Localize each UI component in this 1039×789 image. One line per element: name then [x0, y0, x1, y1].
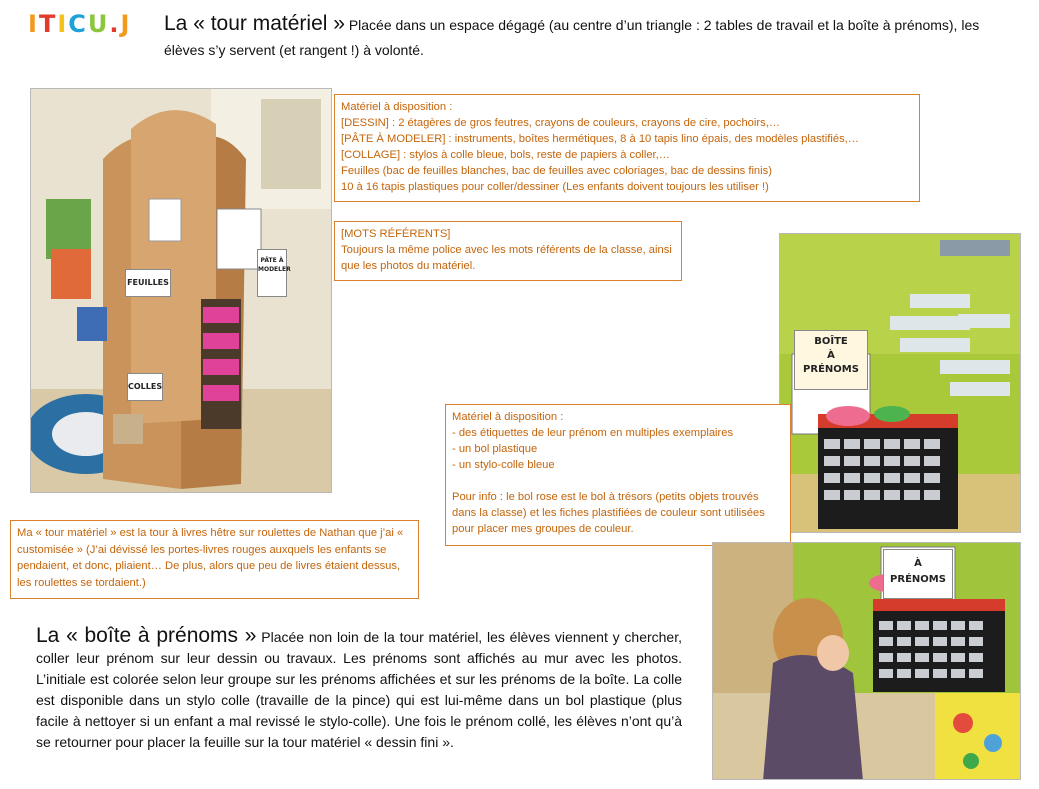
section-tour-materiel [164, 12, 1014, 63]
photo-boite-a-prenoms-mur [779, 233, 1021, 533]
note-body: Ma « tour matériel » est la tour à livres hêtre sur roulettes de Nathan que j’ai « customisée » (J’ai dévissé les portes-livres rouges auxquels les enfants se pendaient, et donc, pliaient… De plus, alors que peu de livres étaient dessus, les roulettes se tordaient.) [17, 527, 404, 589]
label-line: À [827, 350, 835, 361]
logo-letter: J [120, 10, 132, 38]
section-body: Placée non loin de la tour matériel, les élèves viennent y chercher, coller leur prénom sur leur dessin ou travaux. Les prénoms sont affichés au mur avec les photos. L’initiale est colorée selon leur groupe sur les prénoms affichées et sur les prénoms de la boîte. La colle est disponible dans un stylo colle (travaille de la pince) qui est lui-même dans un bol plastique (plus facile à nettoyer si un enfant a mal revissé le stylo-colle). Une fois le prénom collé, les élèves n’ont qu’à se retourner pour placer la feuille sur la tour matériel « dessin fini ». [36, 629, 683, 750]
note-line: Matériel à disposition : [341, 101, 453, 113]
section-boite-a-prenoms [36, 625, 682, 753]
label-line: PRÉNOMS [890, 574, 946, 585]
label-line: BOÎTE [814, 336, 848, 347]
label-boite-a-prenoms [883, 549, 953, 599]
label-pate-a-modeler: PÂTE À MODELER [257, 249, 287, 297]
note-line: Feuilles (bac de feuilles blanches, bac de feuilles avec coloriages, bac de dessins finis) [341, 165, 772, 177]
note-ma-tour-materiel [10, 520, 419, 599]
section-title: La « tour matériel » [164, 12, 345, 35]
logo-letter: U [87, 10, 110, 38]
note-materiel-prenoms [445, 404, 791, 546]
note-line: Matériel à disposition : [452, 411, 564, 423]
note-line: 10 à 16 tapis plastiques pour coller/dessiner (Les enfants doivent toujours les utiliser !) [341, 181, 769, 193]
note-line: - un stylo-colle bleue [452, 459, 555, 471]
logo-letter: . [109, 10, 121, 38]
note-line: [DESSIN] : 2 étagères de gros feutres, crayons de couleurs, crayons de cire, pochoirs,… [341, 117, 781, 129]
logo-letter: I [28, 10, 39, 38]
note-mots-referents [334, 221, 682, 281]
label-line: PRÉNOMS [803, 364, 859, 375]
note-line: [PÂTE À MODELER] : instruments, boîtes hermétiques, 8 à 10 tapis lino épais, des modèles plastifiés,… [341, 133, 859, 145]
site-logo [28, 10, 150, 36]
note-line: - un bol plastique [452, 443, 538, 455]
note-body: Toujours la même police avec les mots référents de la classe, ainsi que les photos du matériel. [341, 244, 672, 272]
label-feuilles: FEUILLES [125, 269, 171, 297]
label-boite-a-prenoms [794, 330, 868, 390]
photo-tour-materiel [30, 88, 332, 493]
note-line: [COLLAGE] : stylos à colle bleue, bols, reste de papiers à coller,… [341, 149, 670, 161]
section-title: La « boîte à prénoms » [36, 624, 257, 647]
section-intro: Placée dans un espace dégagé (au centre d’un triangle : 2 tables de travail et la boîte à prénoms), les élèves s’y servent (et rangent !) à volonté. [164, 17, 980, 58]
logo-letter: C [68, 10, 88, 38]
note-info: Pour info : le bol rose est le bol à trésors (petits objets trouvés dans la classe) et les fiches plastifiées de couleur sont utilisées pour placer mes groupes de couleur. [452, 491, 765, 535]
note-line: - des étiquettes de leur prénom en multiples exemplaires [452, 427, 734, 439]
label-colles: COLLES [127, 373, 163, 401]
logo-letter: T [38, 10, 58, 38]
note-heading: [MOTS RÉFÉRENTS] [341, 228, 451, 240]
note-materiel-tour [334, 94, 920, 202]
label-line: À [914, 558, 922, 569]
logo-letter: I [57, 10, 69, 38]
photo-enfant-boite-a-prenoms [712, 542, 1021, 780]
